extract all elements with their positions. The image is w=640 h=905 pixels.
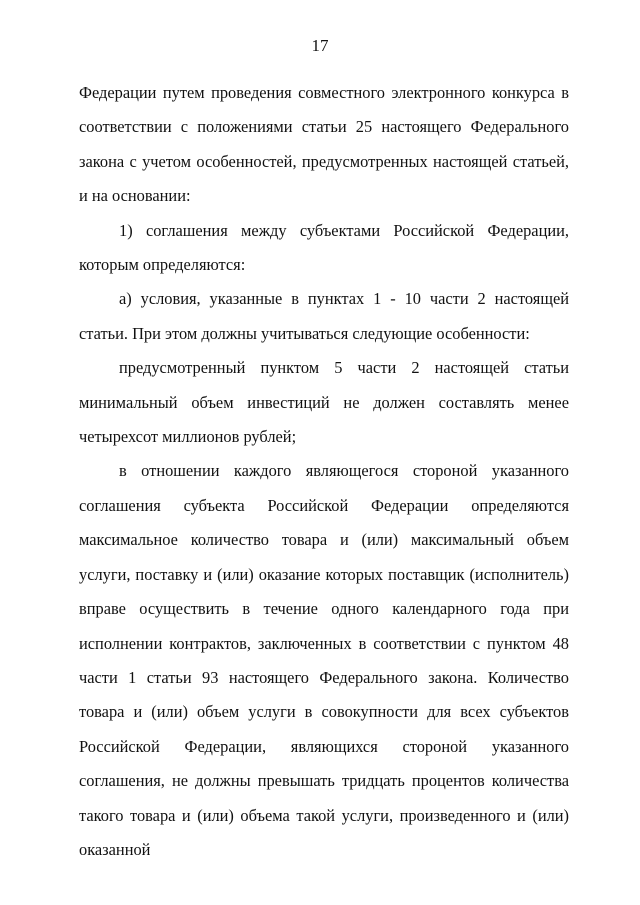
paragraph-item-1: 1) соглашения между субъектами Российской Федерации, которым определяются: (79, 220, 569, 275)
paragraph-minimum-investment: предусмотренный пунктом 5 части 2 настоящей статьи минимальный объем инвестиций не должен составлять менее четырехсот миллионов рублей; (79, 358, 569, 447)
document-body (79, 76, 569, 867)
paragraph-maximum-quantity: в отношении каждого являющегося стороной указанного соглашения субъекта Российской Федерации определяются максимальное количество товара и (или) максимальный объем услуги, поставку и (или) оказание которых поставщик (исполнитель) вправе осуществить в течение одного календарного года при исполнении контрактов, заключенных в соответствии с пунктом 48 части 1 статьи 93 настоящего Федерального закона. Количество товара и (или) объем услуги в совокупности для всех субъектов Российской Федерации, являющихся стороной указанного соглашения, не должны превышать тридцать процентов количества такого товара и (или) объема такой услуги, произведенного и (или) оказанной (79, 461, 569, 859)
paragraph-continuation: Федерации путем проведения совместного электронного конкурса в соответствии с положениями статьи 25 настоящего Федерального закона с учетом особенностей, предусмотренных настоящей статьей, и на основании: (79, 83, 569, 206)
page-number: 17 (311, 36, 329, 55)
paragraph-subitem-a: а) условия, указанные в пунктах 1 - 10 части 2 настоящей статьи. При этом должны учитываться следующие особенности: (79, 289, 569, 343)
